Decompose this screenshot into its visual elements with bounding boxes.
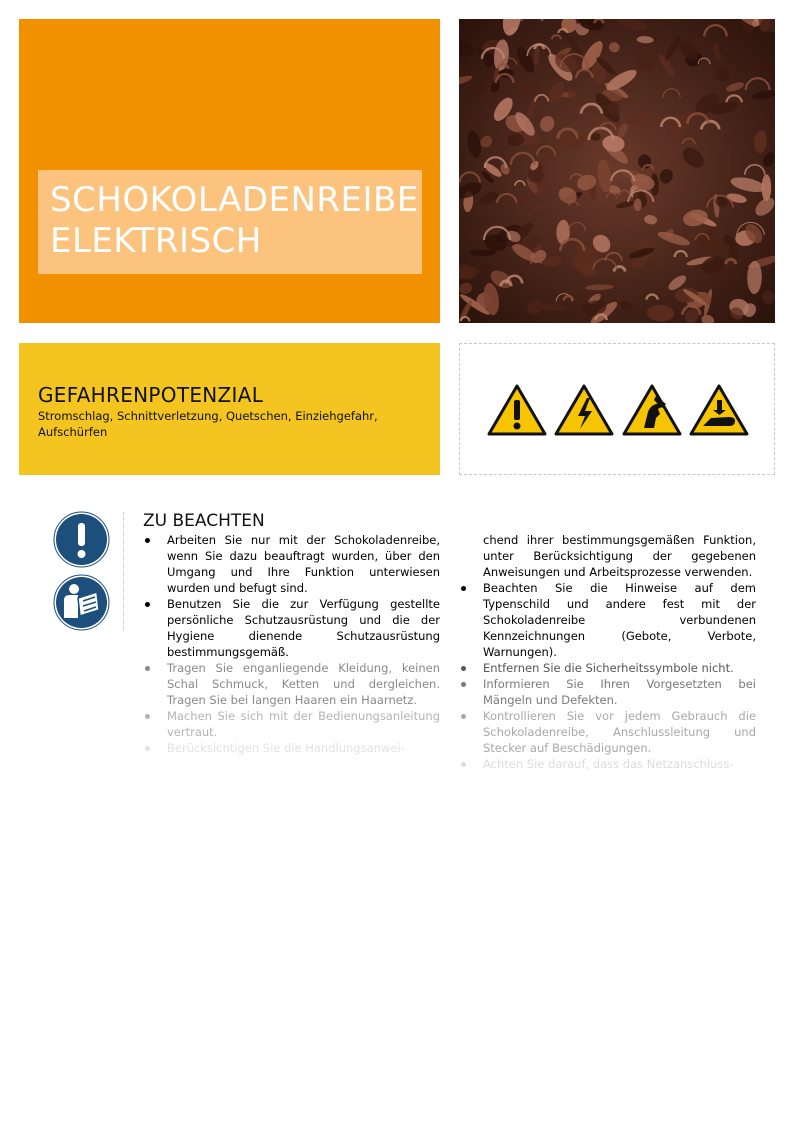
list-item: Kontrollieren Sie vor jedem Gebrauch die Schokoladenreibe, Anschlussleitung und Stecker auf Beschädigungen. (459, 708, 756, 756)
notes-column-1 (143, 532, 440, 756)
cut-hazard-icon (622, 384, 682, 436)
notes-title: ZU BEACHTEN (143, 511, 265, 531)
title-box (38, 170, 422, 274)
list-item: Entfernen Sie die Sicherheitssymbole nicht. (459, 660, 756, 676)
list-item-continuation: chend ihrer bestimmungsgemäßen Funktion, unter Berücksichtigung der gegebenen Anweisungen und Arbeitsprozesse verwenden. (483, 533, 756, 579)
title-line-1: SCHOKOLADENREIBE (50, 180, 419, 220)
hazard-panel (19, 343, 440, 475)
chocolate-shavings-photo (459, 19, 775, 323)
crush-hand-icon (689, 384, 749, 436)
list-item: Machen Sie sich mit der Bedienungsanleitung vertraut. (143, 708, 440, 740)
list-item: Arbeiten Sie nur mit der Schokoladenreibe, wenn Sie dazu beauftragt wurden, über den Umgang und Ihre Funktion unterwiesen wurden und befugt sind. (143, 532, 440, 596)
hazard-title: GEFAHRENPOTENZIAL (38, 383, 264, 407)
electric-shock-icon (554, 384, 614, 436)
title-panel (19, 19, 440, 323)
list-item: Achten Sie darauf, dass das Netzanschluss- (459, 756, 756, 772)
warning-symbols-box (459, 343, 775, 475)
list-item: Berücksichtigen Sie die Handlungsanwei- (143, 740, 440, 756)
list-item: Tragen Sie enganliegende Kleidung, keinen Schal Schmuck, Ketten und dergleichen. Tragen Sie bei langen Haaren ein Haarnetz. (143, 660, 440, 708)
general-warning-icon (487, 384, 547, 436)
list-item: Beachten Sie die Hinweise auf dem Typenschild und andere fest mit der Schokoladenreibe verbundenen Kennzeichnungen (Gebote, Verbote, Warnungen). (459, 580, 756, 660)
list-item: Benutzen Sie die zur Verfügung gestellte persönliche Schutzausrüstung und die der Hygiene dienende Schutzausrüstung bestimmungsgemäß. (143, 596, 440, 660)
section-divider (123, 512, 124, 630)
exclamation-mandatory-icon (53, 511, 110, 568)
title-line-2: ELEKTRISCH (50, 221, 262, 261)
hazard-text: Stromschlag, Schnittverletzung, Quetschen, Einziehgefahr, Aufschürfen (38, 409, 378, 439)
list-item: Informieren Sie Ihren Vorgesetzten bei Mängeln und Defekten. (459, 676, 756, 708)
read-manual-icon (53, 574, 110, 631)
notes-column-2 (459, 532, 756, 772)
